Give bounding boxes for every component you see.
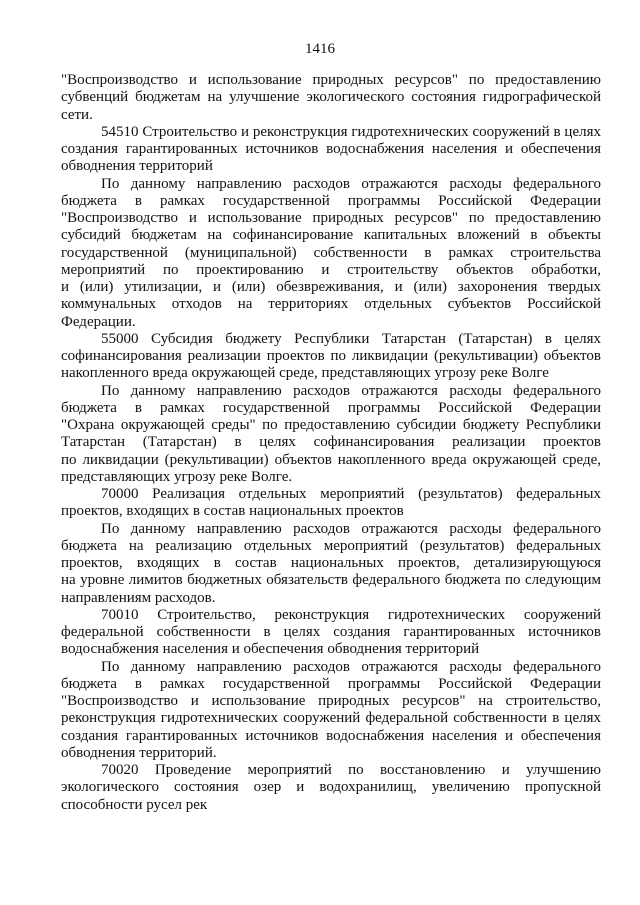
text-line: бюджета в рамках государственной программы Российской Федерации <box>61 675 601 692</box>
text-line: обводнения территорий <box>61 158 213 175</box>
text-line: По данному направлению расходов отражаются расходы федерального <box>101 175 601 192</box>
text-line: проектов, входящих в состав национальных проектов, детализирующуюся <box>61 555 601 571</box>
text-line: "Охрана окружающей среды" по предоставлению субсидии бюджету Республики <box>61 417 601 433</box>
text-line: представляющих угрозу реке Волге. <box>61 468 293 485</box>
text-line: водоснабжения населения и обеспечения обводнения территорий <box>61 641 480 658</box>
text-line: По данному направлению расходов отражаются расходы федерального <box>101 520 601 537</box>
paragraph <box>61 176 601 331</box>
text-line: накопленного вреда окружающей среде, представляющих угрозу реке Волге <box>61 365 549 382</box>
text-line: способности русел рек <box>61 796 208 813</box>
paragraph <box>61 607 601 659</box>
text-line: федеральной собственности в целях создания гарантированных источников <box>61 624 601 640</box>
text-line: реконструкция гидротехнических сооружений федеральной собственности в целях <box>61 710 601 727</box>
document-body <box>61 72 601 814</box>
text-line: 70000 Реализация отдельных мероприятий (результатов) федеральных <box>101 486 601 502</box>
paragraph <box>61 331 601 383</box>
paragraph <box>61 486 601 521</box>
text-line: 54510 Строительство и реконструкция гидротехнических сооружений в целях <box>101 123 601 140</box>
paragraph <box>61 659 601 763</box>
text-line: По данному направлению расходов отражаются расходы федерального <box>101 382 601 399</box>
text-line: направлениям расходов. <box>61 589 216 606</box>
paragraph <box>61 521 601 607</box>
text-line: По данному направлению расходов отражаются расходы федерального <box>101 658 601 675</box>
text-line: коммунальных отходов на территориях отдельных субъектов Российской <box>61 296 601 313</box>
text-line: 70010 Строительство, реконструкция гидротехнических сооружений <box>101 606 601 623</box>
text-line: бюджета в рамках государственной программы Российской Федерации <box>61 192 601 209</box>
text-line: обводнения территорий. <box>61 744 217 761</box>
text-line: экологического состояния озер и водохранилищ, увеличению пропускной <box>61 779 601 796</box>
text-line: "Воспроизводство и использование природных ресурсов" по предоставлению <box>61 210 601 226</box>
text-line: государственной (муниципальной) собственности в рамках строительства <box>61 244 601 261</box>
text-line: создания гарантированных источников водоснабжения населения и обеспечения <box>61 141 601 157</box>
paragraph <box>61 72 601 124</box>
text-line: Федерации. <box>61 313 136 330</box>
text-line: 70020 Проведение мероприятий по восстановлению и улучшению <box>101 762 601 778</box>
paragraph <box>61 383 601 487</box>
text-line: Татарстан (Татарстан) в целях софинансирования реализации проектов <box>61 434 601 451</box>
text-line: сети. <box>61 106 93 123</box>
text-line: бюджета на реализацию отдельных мероприятий (результатов) федеральных <box>61 537 601 554</box>
text-line: 55000 Субсидия бюджету Республики Татарстан (Татарстан) в целях <box>101 330 601 347</box>
text-line: субсидий бюджетам на софинансирование капитальных вложений в объекты <box>61 227 601 244</box>
text-line: софинансирования реализации проектов по ликвидации (рекультивации) объектов <box>61 348 601 364</box>
page-number: 1416 <box>305 41 335 57</box>
text-line: и (или) утилизации, и (или) обезвреживания, и (или) захоронения твердых <box>61 279 601 295</box>
text-line: субвенций бюджетам на улучшение экологического состояния гидрографической <box>61 89 601 106</box>
text-line: на уровне лимитов бюджетных обязательств федерального бюджета по следующим <box>61 572 601 589</box>
text-line: "Воспроизводство и использование природных ресурсов" по предоставлению <box>61 72 601 88</box>
text-line: бюджета в рамках государственной программы Российской Федерации <box>61 399 601 416</box>
text-line: проектов, входящих в состав национальных проектов <box>61 503 404 520</box>
text-line: "Воспроизводство и использование природных ресурсов" на строительство, <box>61 693 601 709</box>
paragraph <box>61 124 601 176</box>
text-line: создания гарантированных источников водоснабжения населения и обеспечения <box>61 727 601 744</box>
text-line: мероприятий по проектированию и строительству объектов обработки, <box>61 261 601 278</box>
paragraph <box>61 762 601 814</box>
text-line: по ликвидации (рекультивации) объектов накопленного вреда окружающей среде, <box>61 451 601 468</box>
